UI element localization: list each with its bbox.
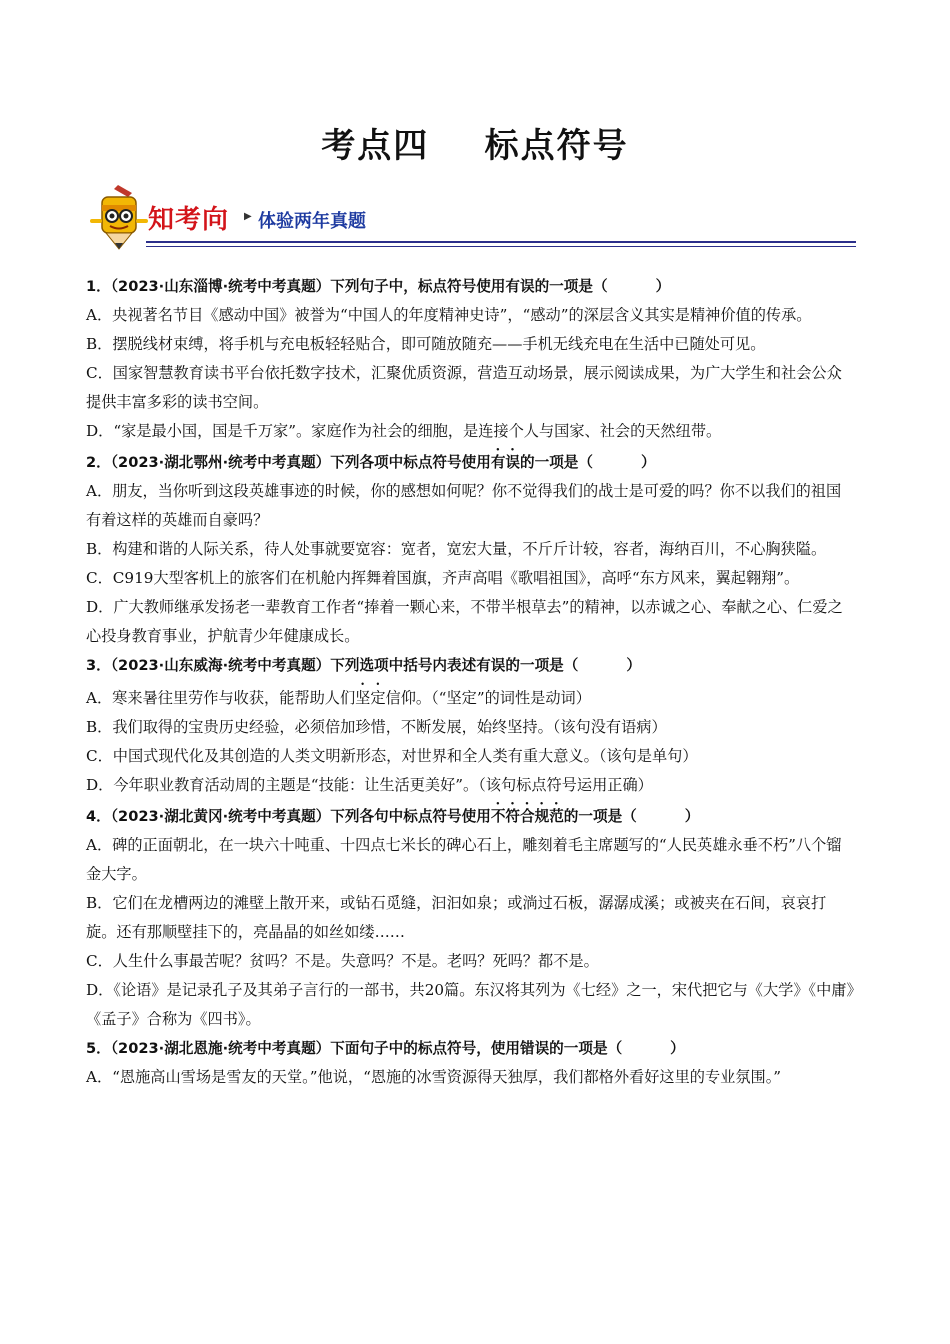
option-d: D．广大教师继承发扬老一辈教育工作者“捧着一颗心来，不带半根草去”的精神，以赤诚之心、奉献之心、仁爱之心投身教育事业，护航青少年健康成长。 xyxy=(86,598,843,645)
option-c: C．C919大型客机上的旅客们在机舱内挥舞着国旗，齐声高唱《歌唱祖国》，高呼“东方风来，翼起翱翔”。 xyxy=(86,569,800,587)
question-4 xyxy=(86,800,856,1034)
question-list xyxy=(86,272,856,1092)
question-2 xyxy=(86,446,856,651)
option-d: D．今年职业教育活动周的主题是“技能：让生活更美好”。（该句标点符号运用正确） xyxy=(86,776,653,794)
option-b: B．我们取得的宝贵历史经验，必须倍加珍惜，不断发展，始终坚持。（该句没有语病） xyxy=(86,718,667,736)
option-c: C．中国式现代化及其创造的人类文明新形态，对世界和全人类有重大意义。（该句是单句） xyxy=(86,747,698,765)
emphasis-text: 坚定 xyxy=(355,689,386,707)
option-a: A．碑的正面朝北，在一块六十吨重、十四点七米长的碑心石上，雕刻着毛主席题写的“人民英雄永垂不朽”八个镏金大字。 xyxy=(86,836,842,883)
option-a: A．“恩施高山雪场是雪友的天堂。”他说，“恩施的冰雪资源得天独厚，我们都格外看好这里的专业氛围。” xyxy=(86,1068,782,1086)
question-stem: 1．（2023·山东淄博·统考中考真题）下列句子中，标点符号使用有误的一项是（ ） xyxy=(86,278,671,295)
option-a: A．朋友，当你听到这段英雄事迹的时候，你的感想如何呢？你不觉得我们的战士是可爱的吗？你不以我们的祖国有着这样的英雄而自豪吗？ xyxy=(86,482,842,529)
question-stem: 5．（2023·湖北恩施·统考中考真题）下面句子中的标点符号，使用错误的一项是（ ） xyxy=(86,1040,685,1057)
banner-sub-label: 体验两年真题 xyxy=(258,211,366,232)
question-stem: 4．（2023·湖北黄冈·统考中考真题）下列各句中标点符号使用不符合规范的一项是（ ） xyxy=(86,808,700,825)
option-b: B．摆脱线材束缚，将手机与充电板轻轻贴合，即可随放随充——手机无线充电在生活中已随处可见。 xyxy=(86,335,766,353)
question-stem: 2．（2023·湖北鄂州·统考中考真题）下列各项中标点符号使用有误的一项是（ ） xyxy=(86,454,656,471)
emphasis-text: 不符合规范 xyxy=(490,808,564,825)
banner-arrow-icon: ▶ xyxy=(244,211,252,222)
section-banner xyxy=(86,183,856,263)
option-c: C．人生什么事最苦呢？贫吗？不是。失意吗？不是。老吗？死吗？都不是。 xyxy=(86,952,599,970)
option-a: A．央视著名节目《感动中国》被誉为“中国人的年度精神史诗”，“感动”的深层含义其实是精神价值的传承。 xyxy=(86,306,812,324)
option-c: C．国家智慧教育读书平台依托数字技术，汇聚优质资源，营造互动场景，展示阅读成果，为广大学生和社会公众提供丰富多彩的读书空间。 xyxy=(86,364,842,411)
banner-main-label: 知考向 xyxy=(148,205,230,235)
option-d: D．“家是最小国，国是千万家”。家庭作为社会的细胞，是连接个人与国家、社会的天然纽带。 xyxy=(86,422,722,440)
banner-rule-thin xyxy=(146,246,856,247)
pencil-mascot-icon xyxy=(88,183,150,253)
option-b: B．构建和谐的人际关系，待人处事就要宽容：宽者，宽宏大量，不斤斤计较，容者，海纳百川，不心胸狭隘。 xyxy=(86,540,827,558)
option-a: A．寒来暑往里劳作与收获，能帮助人们坚定信仰。（“坚定”的词性是动词） xyxy=(86,689,591,707)
question-1 xyxy=(86,272,856,446)
question-3 xyxy=(86,651,856,800)
page-title: 考点四 标点符号 xyxy=(321,126,629,166)
question-stem: 3．（2023·山东威海·统考中考真题）下列选项中括号内表述有误的一项是（ ） xyxy=(86,657,641,674)
emphasis-text: 有误 xyxy=(490,454,521,471)
question-5 xyxy=(86,1034,856,1092)
option-b: B．它们在龙槽两边的滩壁上散开来，或钻石觅缝，汩汩如泉；或淌过石板，潺潺成溪；或被夹在石间，哀哀打旋。还有那顺壁挂下的，亮晶晶的如丝如缕…… xyxy=(86,894,827,941)
banner-rule xyxy=(146,241,856,243)
option-d: D．《论语》是记录孔子及其弟子言行的一部书，共20篇。东汉将其列为《七经》之一，宋代把它与《大学》《中庸》《孟子》合称为《四书》。 xyxy=(86,981,855,1028)
